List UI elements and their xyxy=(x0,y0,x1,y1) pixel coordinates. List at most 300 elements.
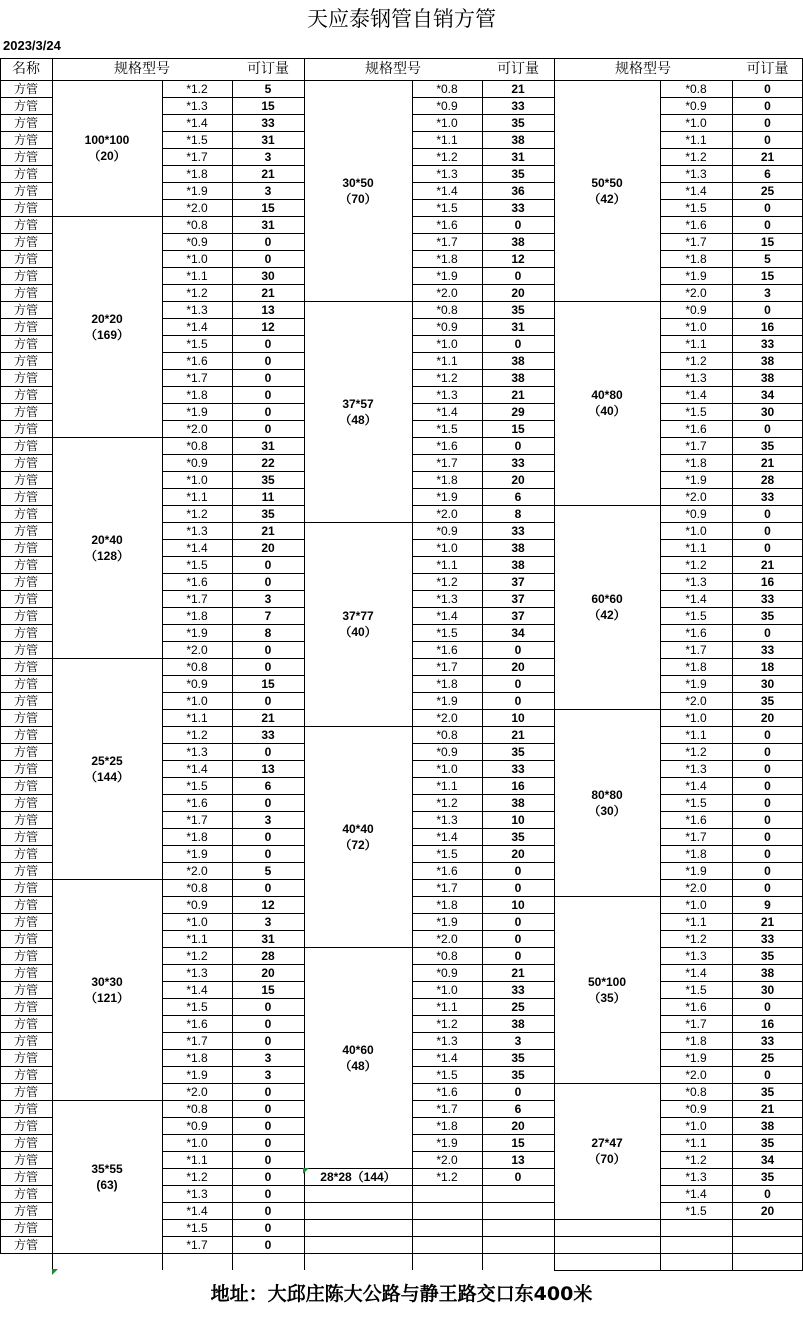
thickness-cell: *1.5 xyxy=(186,778,208,793)
quantity-cell: 35 xyxy=(760,1135,775,1150)
quantity-cell: 0 xyxy=(514,642,522,657)
quantity-cell: 0 xyxy=(264,1152,272,1167)
quantity-cell: 0 xyxy=(514,863,522,878)
quantity-cell: 0 xyxy=(764,761,771,776)
quantity-cell: 0 xyxy=(514,948,522,963)
thickness-cell: *1.4 xyxy=(186,1203,208,1218)
quantity-cell: 35 xyxy=(511,829,525,844)
thickness-cell: *2.0 xyxy=(436,506,458,521)
thickness-cell: *1.5 xyxy=(685,795,707,810)
spec-size: 50*50 xyxy=(591,175,623,190)
thickness-cell: *1.8 xyxy=(436,897,458,912)
thickness-cell: *0.8 xyxy=(436,727,458,742)
thickness-cell: *1.1 xyxy=(186,268,208,283)
spec-size: 50*100 xyxy=(587,974,627,989)
thickness-cell: *1.2 xyxy=(436,574,458,589)
thickness-cell: *1.5 xyxy=(436,1067,458,1082)
thickness-cell: *1.1 xyxy=(436,557,458,572)
thickness-cell: *1.0 xyxy=(186,1135,208,1150)
grid-line xyxy=(52,1253,162,1254)
quantity-cell: 5 xyxy=(264,863,272,878)
thickness-cell: *0.9 xyxy=(685,506,707,521)
name-cell: 方管 xyxy=(13,1016,38,1031)
quantity-cell: 7 xyxy=(264,608,272,623)
quantity-cell: 0 xyxy=(764,1067,771,1082)
name-cell: 方管 xyxy=(13,727,38,742)
thickness-cell: *1.4 xyxy=(186,540,208,555)
thickness-cell: *1.4 xyxy=(436,608,458,623)
thickness-cell: *1.0 xyxy=(436,761,458,776)
thickness-cell: *1.8 xyxy=(685,455,707,470)
thickness-cell: *1.6 xyxy=(685,217,707,232)
quantity-cell: 0 xyxy=(764,846,771,861)
spec-size: 20*20 xyxy=(91,311,123,326)
spec-count: （20） xyxy=(88,149,126,163)
quantity-cell: 0 xyxy=(764,1186,771,1201)
thickness-cell: *1.3 xyxy=(436,812,458,827)
quantity-cell: 8 xyxy=(514,506,522,521)
thickness-cell: *1.2 xyxy=(685,931,707,946)
spec-size: 35*55 xyxy=(91,1161,123,1176)
name-cell: 方管 xyxy=(13,523,38,538)
quantity-cell: 0 xyxy=(264,234,272,249)
quantity-cell: 38 xyxy=(511,795,525,810)
quantity-cell: 5 xyxy=(264,81,272,96)
quantity-cell: 25 xyxy=(760,1050,775,1065)
grid-line xyxy=(0,1253,52,1254)
quantity-cell: 20 xyxy=(261,540,275,555)
grid-line xyxy=(304,1219,554,1220)
thickness-cell: *0.8 xyxy=(685,81,707,96)
thickness-cell: *1.3 xyxy=(436,591,458,606)
name-cell: 方管 xyxy=(13,353,38,368)
name-cell: 方管 xyxy=(13,149,38,164)
quantity-cell: 33 xyxy=(511,200,525,215)
name-cell: 方管 xyxy=(13,1050,38,1065)
thickness-cell: *1.8 xyxy=(436,1118,458,1133)
spec-count: (63) xyxy=(96,1177,118,1192)
thickness-cell: *1.0 xyxy=(436,336,458,351)
thickness-cell: *1.0 xyxy=(186,251,208,266)
quantity-cell: 35 xyxy=(511,744,525,759)
quantity-cell: 0 xyxy=(264,846,272,861)
spec-size: 30*30 xyxy=(91,974,123,989)
quantity-cell: 12 xyxy=(261,319,275,334)
quantity-cell: 0 xyxy=(264,744,272,759)
thickness-cell: *1.0 xyxy=(186,693,208,708)
spec-count: （72） xyxy=(339,837,377,852)
quantity-cell: 0 xyxy=(764,523,771,538)
header-qty: 可订量 xyxy=(247,61,289,77)
thickness-cell: *1.7 xyxy=(186,370,208,385)
quantity-cell: 0 xyxy=(264,557,272,572)
name-cell: 方管 xyxy=(13,302,38,317)
thickness-cell: *2.0 xyxy=(685,880,707,895)
thickness-cell: *1.3 xyxy=(186,1186,208,1201)
thickness-cell: *1.8 xyxy=(186,608,208,623)
quantity-cell: 16 xyxy=(511,778,525,793)
quantity-cell: 12 xyxy=(511,251,525,266)
quantity-cell: 0 xyxy=(264,370,272,385)
thickness-cell: *1.3 xyxy=(685,574,707,589)
quantity-cell: 0 xyxy=(264,795,272,810)
quantity-cell: 16 xyxy=(760,1016,775,1031)
thickness-cell: *1.6 xyxy=(685,999,707,1014)
thickness-cell: *1.4 xyxy=(436,404,458,419)
grid-line xyxy=(554,1219,660,1220)
thickness-cell: *1.0 xyxy=(186,914,208,929)
name-cell: 方管 xyxy=(13,931,38,946)
quantity-cell: 0 xyxy=(764,795,771,810)
quantity-cell: 33 xyxy=(760,489,775,504)
name-cell: 方管 xyxy=(13,591,38,606)
quantity-cell: 20 xyxy=(261,965,275,980)
quantity-cell: 35 xyxy=(261,506,275,521)
thickness-cell: *1.6 xyxy=(186,353,208,368)
spec-count: （35） xyxy=(588,990,626,1005)
thickness-cell: *0.8 xyxy=(186,659,208,674)
thickness-cell: *1.7 xyxy=(436,234,458,249)
thickness-cell: *0.8 xyxy=(186,217,208,232)
thickness-cell: *1.5 xyxy=(436,421,458,436)
name-cell: 方管 xyxy=(13,693,38,708)
grid-line xyxy=(0,58,1,1253)
quantity-cell: 0 xyxy=(764,200,771,215)
grid-line xyxy=(304,1202,554,1203)
spec-count: （30） xyxy=(588,803,626,818)
spec-count: （42） xyxy=(588,608,626,622)
name-cell: 方管 xyxy=(13,183,38,198)
quantity-cell: 0 xyxy=(514,880,522,895)
quantity-cell: 11 xyxy=(261,489,275,504)
name-cell: 方管 xyxy=(13,710,38,725)
quantity-cell: 35 xyxy=(511,1067,525,1082)
quantity-cell: 30 xyxy=(760,982,775,997)
quantity-cell: 28 xyxy=(261,948,275,963)
quantity-cell: 21 xyxy=(261,710,275,725)
quantity-cell: 0 xyxy=(514,438,522,453)
thickness-cell: *1.6 xyxy=(186,1016,208,1031)
name-cell: 方管 xyxy=(13,1067,38,1082)
thickness-cell: *1.1 xyxy=(685,336,707,351)
thickness-cell: *0.8 xyxy=(436,302,458,317)
quantity-cell: 3 xyxy=(264,812,272,827)
thickness-cell: *1.1 xyxy=(685,132,707,147)
thickness-cell: *1.8 xyxy=(685,659,707,674)
quantity-cell: 33 xyxy=(760,591,775,606)
name-cell: 方管 xyxy=(13,1033,38,1048)
quantity-cell: 33 xyxy=(760,642,775,657)
quantity-cell: 38 xyxy=(511,370,525,385)
quantity-cell: 15 xyxy=(261,200,275,215)
quantity-cell: 13 xyxy=(261,302,275,317)
name-cell: 方管 xyxy=(13,625,38,640)
quantity-cell: 0 xyxy=(764,217,771,232)
thickness-cell: *1.5 xyxy=(186,336,208,351)
thickness-cell: *2.0 xyxy=(436,1152,458,1167)
name-cell: 方管 xyxy=(13,982,38,997)
quantity-cell: 0 xyxy=(264,880,272,895)
header-qty: 可订量 xyxy=(497,61,539,77)
thickness-cell: *1.2 xyxy=(685,557,707,572)
quantity-cell: 15 xyxy=(261,676,275,691)
spec-label xyxy=(52,1100,162,1253)
quantity-cell: 15 xyxy=(261,982,275,997)
quantity-cell: 3 xyxy=(264,183,272,198)
thickness-cell: *2.0 xyxy=(186,863,208,878)
quantity-cell: 21 xyxy=(511,727,525,742)
quantity-cell: 35 xyxy=(511,166,525,181)
thickness-cell: *1.1 xyxy=(186,1152,208,1167)
name-cell: 方管 xyxy=(13,200,38,215)
thickness-cell: *1.0 xyxy=(685,710,707,725)
quantity-cell: 21 xyxy=(760,557,775,572)
quantity-cell: 0 xyxy=(264,1084,272,1099)
quantity-cell: 3 xyxy=(264,591,272,606)
thickness-cell: *1.1 xyxy=(436,778,458,793)
quantity-cell: 21 xyxy=(511,387,525,402)
grid-line xyxy=(412,1185,554,1186)
thickness-cell: *1.7 xyxy=(436,1101,458,1116)
quantity-cell: 31 xyxy=(511,319,525,334)
quantity-cell: 15 xyxy=(760,234,775,249)
quantity-cell: 0 xyxy=(764,625,771,640)
quantity-cell: 29 xyxy=(511,404,525,419)
quantity-cell: 10 xyxy=(511,897,525,912)
quantity-cell: 0 xyxy=(764,999,771,1014)
quantity-cell: 0 xyxy=(264,659,272,674)
spec-label xyxy=(52,658,162,879)
name-cell: 方管 xyxy=(13,404,38,419)
quantity-cell: 10 xyxy=(511,710,525,725)
thickness-cell: *2.0 xyxy=(436,931,458,946)
quantity-cell: 0 xyxy=(764,302,771,317)
thickness-cell: *1.8 xyxy=(685,1033,707,1048)
spec-size: 37*57 xyxy=(342,396,374,411)
thickness-cell: *1.8 xyxy=(186,387,208,402)
thickness-cell: *1.7 xyxy=(436,880,458,895)
thickness-cell: *1.7 xyxy=(685,829,707,844)
thickness-cell: *1.1 xyxy=(436,999,458,1014)
name-cell: 方管 xyxy=(13,1203,38,1218)
thickness-cell: *1.6 xyxy=(186,795,208,810)
thickness-cell: *1.0 xyxy=(436,115,458,130)
thickness-cell: *0.9 xyxy=(685,1101,707,1116)
thickness-cell: *1.7 xyxy=(685,438,707,453)
thickness-cell: *0.8 xyxy=(186,1101,208,1116)
quantity-cell: 0 xyxy=(264,1220,272,1235)
thickness-cell: *1.6 xyxy=(685,421,707,436)
quantity-cell: 35 xyxy=(511,302,525,317)
thickness-cell: *1.0 xyxy=(685,523,707,538)
thickness-cell: *1.4 xyxy=(685,183,707,198)
name-cell: 方管 xyxy=(13,387,38,402)
quantity-cell: 0 xyxy=(514,931,522,946)
grid-line xyxy=(304,1253,554,1254)
quantity-cell: 38 xyxy=(760,1118,775,1133)
name-cell: 方管 xyxy=(13,455,38,470)
spec-count: （48） xyxy=(339,412,377,427)
grid-line xyxy=(554,1270,803,1271)
quantity-cell: 0 xyxy=(264,251,272,266)
thickness-cell: *1.3 xyxy=(685,370,707,385)
quantity-cell: 0 xyxy=(264,574,272,589)
thickness-cell: *1.8 xyxy=(685,846,707,861)
quantity-cell: 0 xyxy=(514,914,522,929)
thickness-cell: *1.1 xyxy=(436,132,458,147)
spec-label xyxy=(554,896,660,1083)
thickness-cell: *2.0 xyxy=(186,642,208,657)
spec-label xyxy=(52,216,162,437)
thickness-cell: *1.6 xyxy=(436,217,458,232)
quantity-cell: 15 xyxy=(261,98,275,113)
name-cell: 方管 xyxy=(13,1237,38,1252)
name-cell: 方管 xyxy=(13,778,38,793)
spec-label xyxy=(304,80,412,301)
thickness-cell: *0.9 xyxy=(685,302,707,317)
thickness-cell: *1.8 xyxy=(186,166,208,181)
thickness-cell: *1.2 xyxy=(436,149,458,164)
thickness-cell: *1.3 xyxy=(186,744,208,759)
quantity-cell: 38 xyxy=(760,965,775,980)
grid-line xyxy=(554,1253,803,1254)
name-cell: 方管 xyxy=(13,1118,38,1133)
thickness-cell: *0.9 xyxy=(186,1118,208,1133)
name-cell: 方管 xyxy=(13,948,38,963)
thickness-cell: *1.3 xyxy=(186,302,208,317)
thickness-cell: *0.8 xyxy=(685,1084,707,1099)
thickness-cell: *1.8 xyxy=(685,251,707,266)
thickness-cell: *1.2 xyxy=(186,727,208,742)
cell-marker-icon xyxy=(52,1269,58,1275)
grid-line xyxy=(554,1236,803,1237)
thickness-cell: *0.8 xyxy=(436,81,458,96)
name-cell: 方管 xyxy=(13,880,38,895)
quantity-cell: 3 xyxy=(264,149,272,164)
quantity-cell: 33 xyxy=(760,1033,775,1048)
thickness-cell: *1.6 xyxy=(436,642,458,657)
spec-label xyxy=(52,437,162,658)
thickness-cell: *1.0 xyxy=(436,540,458,555)
thickness-cell: *1.4 xyxy=(186,115,208,130)
quantity-cell: 35 xyxy=(760,1169,775,1184)
thickness-cell: *1.3 xyxy=(685,948,707,963)
name-cell: 方管 xyxy=(13,761,38,776)
thickness-cell: *1.2 xyxy=(436,370,458,385)
quantity-cell: 34 xyxy=(511,625,525,640)
name-cell: 方管 xyxy=(13,744,38,759)
name-cell: 方管 xyxy=(13,795,38,810)
thickness-cell: *1.2 xyxy=(436,1169,458,1184)
quantity-cell: 20 xyxy=(760,710,775,725)
quantity-cell: 38 xyxy=(511,132,525,147)
name-cell: 方管 xyxy=(13,115,38,130)
quantity-cell: 35 xyxy=(760,1084,775,1099)
thickness-cell: *1.8 xyxy=(186,829,208,844)
quantity-cell: 0 xyxy=(764,778,771,793)
name-cell: 方管 xyxy=(13,557,38,572)
thickness-cell: *1.2 xyxy=(186,948,208,963)
quantity-cell: 21 xyxy=(760,1101,775,1116)
quantity-cell: 0 xyxy=(764,421,771,436)
name-cell: 方管 xyxy=(13,98,38,113)
name-cell: 方管 xyxy=(13,234,38,249)
spec-size: 25*25 xyxy=(91,753,123,768)
spec-size: 80*80 xyxy=(591,787,623,802)
quantity-cell: 21 xyxy=(261,285,275,300)
quantity-cell: 3 xyxy=(264,1067,272,1082)
quantity-cell: 21 xyxy=(760,455,775,470)
quantity-cell: 6 xyxy=(764,166,771,181)
thickness-cell: *1.5 xyxy=(436,625,458,640)
name-cell: 方管 xyxy=(13,1220,38,1235)
name-cell: 方管 xyxy=(13,1135,38,1150)
thickness-cell: *1.4 xyxy=(685,965,707,980)
quantity-cell: 34 xyxy=(760,1152,775,1167)
quantity-cell: 6 xyxy=(264,778,272,793)
quantity-cell: 20 xyxy=(511,659,525,674)
thickness-cell: *0.9 xyxy=(186,234,208,249)
thickness-cell: *1.4 xyxy=(186,982,208,997)
thickness-cell: *1.3 xyxy=(186,98,208,113)
spec-count: （40） xyxy=(588,404,626,418)
quantity-cell: 15 xyxy=(760,268,775,283)
thickness-cell: *1.6 xyxy=(436,1084,458,1099)
thickness-cell: *1.7 xyxy=(436,455,458,470)
quantity-cell: 0 xyxy=(764,98,771,113)
thickness-cell: *1.7 xyxy=(186,591,208,606)
thickness-cell: *1.4 xyxy=(436,1050,458,1065)
thickness-cell: *1.9 xyxy=(685,863,707,878)
thickness-cell: *2.0 xyxy=(685,489,707,504)
spec-label xyxy=(304,522,412,726)
quantity-cell: 38 xyxy=(511,353,525,368)
thickness-cell: *1.9 xyxy=(436,1135,458,1150)
name-cell: 方管 xyxy=(13,914,38,929)
name-cell: 方管 xyxy=(13,251,38,266)
thickness-cell: *1.3 xyxy=(186,523,208,538)
thickness-cell: *1.8 xyxy=(436,251,458,266)
quantity-cell: 0 xyxy=(514,217,522,232)
thickness-cell: *1.5 xyxy=(436,846,458,861)
thickness-cell: *1.8 xyxy=(436,676,458,691)
spec-label xyxy=(52,80,162,216)
quantity-cell: 33 xyxy=(760,336,775,351)
quantity-cell: 33 xyxy=(511,523,525,538)
quantity-cell: 0 xyxy=(264,1169,272,1184)
header-spec: 规格型号 xyxy=(114,61,170,77)
thickness-cell: *0.9 xyxy=(186,455,208,470)
name-cell: 方管 xyxy=(13,268,38,283)
thickness-cell: *0.9 xyxy=(685,98,707,113)
quantity-cell: 0 xyxy=(264,404,272,419)
quantity-cell: 35 xyxy=(760,608,775,623)
thickness-cell: *1.8 xyxy=(186,1050,208,1065)
thickness-cell: *1.9 xyxy=(685,1050,707,1065)
thickness-cell: *1.1 xyxy=(685,1135,707,1150)
quantity-cell: 16 xyxy=(760,319,775,334)
name-cell: 方管 xyxy=(13,132,38,147)
thickness-cell: *1.4 xyxy=(186,761,208,776)
thickness-cell: *1.4 xyxy=(685,387,707,402)
spec-label xyxy=(554,505,660,709)
quantity-cell: 0 xyxy=(764,540,771,555)
quantity-cell: 12 xyxy=(261,897,275,912)
quantity-cell: 13 xyxy=(511,1152,525,1167)
grid-line xyxy=(0,58,803,59)
name-cell: 方管 xyxy=(13,642,38,657)
spec-label xyxy=(554,709,660,896)
